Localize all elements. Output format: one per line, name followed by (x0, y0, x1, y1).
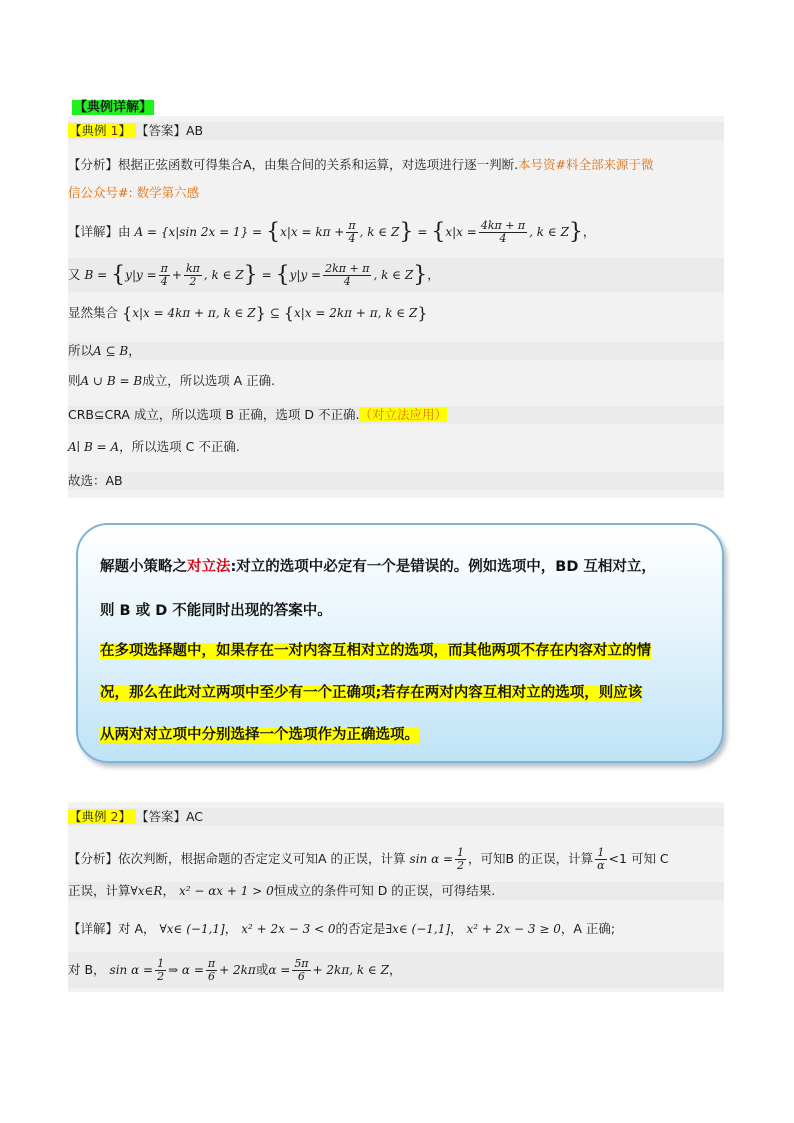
frac-num: 4kπ + π (480, 219, 526, 232)
frac-1-alpha (595, 847, 606, 872)
ex1-detail-lead: 由 (118, 224, 131, 239)
frac-den: 6 (297, 970, 305, 983)
frac-den: 2 (157, 970, 165, 983)
or-word: 或 (255, 962, 269, 977)
ex1-label-num: 1 (110, 123, 119, 138)
ex1-answer-row (68, 122, 724, 140)
frac-num: 1 (457, 846, 465, 859)
set-a-form-2: x|x = (445, 225, 477, 239)
ex2-analysis-row-1 (68, 842, 724, 876)
ex2-detail-b: 的否定是 (335, 921, 386, 936)
plus-2kpi: + 2kπ (219, 963, 256, 977)
frac-kpi-2 (184, 263, 202, 288)
a-intersect-b: A∣ B = A (68, 440, 120, 454)
frac-num: π (160, 262, 168, 275)
frac-5pi-6 (292, 958, 310, 983)
plus-2kpi-k: + 2kπ, k ∈ Z (312, 963, 389, 977)
ex2-analysis2-a: 正误，计算 (68, 883, 131, 898)
ex2-analysis-tag: 【分析】 (68, 851, 119, 866)
callout-tip-2: 况，那么在此对立两项中至少有一个正确项;若存在两对内容互相对立的选项，则应该 (100, 685, 643, 701)
callout-keyword: 对立法 (187, 559, 231, 575)
ex2-answer-tag: 【答案】 (135, 809, 186, 824)
ex1-detail-line-4: 所以A ⊆ B， (68, 342, 724, 360)
line7-tail: ，所以选项 C 不正确. (119, 439, 240, 454)
strategy-callout (76, 523, 724, 763)
ex2-analysis-c: <1 可知 C (608, 851, 669, 866)
frac-num: 1 (595, 847, 606, 860)
equals-sign: = (261, 268, 272, 282)
frac-pi-4 (159, 263, 170, 288)
ex1-watermark-2: 信公众号#: 数学第六感 (68, 185, 200, 200)
example-1-block (68, 116, 724, 498)
set-b-def: B = (84, 268, 108, 282)
ex2-label-suffix: 】 (118, 809, 131, 824)
frac-pi-4 (346, 220, 357, 245)
line5-lead: 则 (68, 373, 81, 388)
frac-den: 4 (343, 275, 351, 288)
ex1-answer-tag: 【答案】 (135, 123, 186, 138)
ex1-detail-line-2: 又 B = {y|y = $\frac{\pi}{4}$ + $\frac{k\pi}{2}$ , k ∈ Z} = {y|y = $\frac{2k\pi + \pi}{4}$ , k ∈ Z}， (68, 258, 724, 292)
ex2-analysis-row-2: 正误，计算∀x∈R， x² − αx + 1 > 0恒成立的条件可知 D 的正误，可得结果. (68, 882, 724, 900)
frac-pi-6 (206, 958, 217, 983)
ex2-answer-row (68, 808, 724, 826)
ex1-detail-line-6 (68, 406, 724, 424)
plus-sign: + (171, 268, 182, 282)
frac-den: 4 (499, 232, 507, 245)
frac-den: 4 (348, 232, 356, 245)
ex1-detail-line-5 (68, 372, 724, 390)
frac-num: 1 (157, 957, 165, 970)
ex2-answer: AC (185, 809, 204, 824)
frac-den: 6 (208, 970, 216, 983)
callout-line-2 (100, 599, 332, 620)
ex1-conclusion: 故选：AB (68, 473, 123, 488)
frac-num: kπ (185, 262, 200, 275)
callout-line-3 (100, 639, 651, 660)
a-subset-b: A ⊆ B (93, 344, 129, 358)
frac-num: 2kπ + π (325, 262, 370, 275)
set-2kpi: x|x = 2kπ + π, k ∈ Z (293, 306, 418, 320)
ex2-label (68, 809, 136, 824)
section-header (72, 96, 154, 115)
line5-tail: 成立，所以选项 A 正确. (142, 373, 276, 388)
frac-den: 4 (160, 275, 168, 288)
line4-lead: 所以 (68, 343, 94, 358)
ex1-label-suffix: 】 (118, 123, 131, 138)
frac-den: 2 (189, 275, 197, 288)
ex2-analysis2-b: 恒成立的条件可知 D 的正误，可得结果. (273, 883, 496, 898)
ex1-watermark-1: 本号资#料全部来源于微 (518, 157, 654, 172)
set-a-form-1: x|x = kπ + (280, 225, 345, 239)
frac-num: π (207, 957, 216, 970)
line3-lead: 显然集合 (68, 305, 119, 320)
section-header-label: 【典例详解】 (74, 100, 153, 115)
frac-den: 2 (457, 859, 465, 872)
frac-den: α (597, 859, 605, 872)
implies-alpha: ⇒ α = (168, 963, 204, 977)
a-union-b: A ∪ B = B (80, 374, 143, 388)
ex1-detail-tag: 【详解】 (68, 224, 119, 239)
callout-rule: :对立的选项中必定有一个是错误的。例如选项中，BD 互相对立， (230, 559, 656, 575)
ex1-analysis-tag: 【分析】 (68, 157, 119, 172)
set-a-def: A = {x|sin 2x = 1} = (134, 225, 263, 239)
frac-2kpi (323, 263, 371, 288)
ex2-last-tail: ， (388, 962, 402, 977)
callout-tip-1: 在多项选择题中，如果存在一对内容互相对立的选项，而其他两项不存在内容对立的情 (100, 643, 651, 659)
example-2-block (68, 802, 724, 992)
set-b-form-1-tail: , k ∈ Z (203, 268, 244, 282)
ex1-detail-line-8 (68, 472, 724, 490)
ex2-detail-row-1: 【详解】对 A， ∀x∈ (−1,1]， x² + 2x − 3 < 0的否定是∃x∈ (−1,1]， x² + 2x − 3 ≥ 0，A 正确; (68, 921, 616, 936)
ex2-analysis-a: 依次判断，根据命题的否定定义可知A 的正误，计算 (118, 851, 406, 866)
alpha-eq: α = (268, 963, 291, 977)
callout-example: 则 B 或 D 不能同时出现的答案中。 (100, 603, 332, 619)
ex2-detail-row-2 (68, 952, 724, 988)
subset-symbol: ⊆ (269, 306, 280, 320)
ex1-label-prefix: 【典例 (69, 123, 111, 138)
set-b-form-2: y|y = (289, 268, 322, 282)
ineq-lt: x² + 2x − 3 < 0 (241, 922, 336, 936)
ex2-label-prefix: 【典例 (69, 809, 111, 824)
sin-alpha-eq: sin α = (109, 963, 154, 977)
ex1-label (68, 123, 136, 138)
frac-num: 5π (294, 957, 309, 970)
ex1-analysis-text: 根据正弦函数可得集合A，由集合间的关系和运算，对选项进行逐一判断. (118, 157, 519, 172)
callout-line-1 (100, 555, 656, 576)
set-a-form-2-tail: , k ∈ Z (529, 225, 569, 239)
ex1-analysis-row-2 (68, 184, 724, 202)
ex2-analysis-b: ，可知B 的正误，计算 (468, 851, 594, 866)
frac-num: π (348, 219, 356, 232)
callout-intro: 解题小策略之 (100, 559, 187, 575)
line6-highlight: （对立法应用） (359, 407, 447, 422)
forall-x-r: ∀x∈R (130, 884, 163, 898)
exists-interval: ∃x∈ (−1,1] (385, 922, 451, 936)
frac-4kpi (479, 220, 527, 245)
ex1-detail-line-1: 【详解】由 A = {x|sin 2x = 1} = {x|x = kπ + $\frac{\pi}{4}$ , k ∈ Z} = {x|x = $\frac{4k\pi + \pi}{4}$ , k ∈ Z}， (68, 219, 596, 245)
callout-line-5 (100, 723, 419, 744)
ex1-analysis-row (68, 156, 724, 174)
ex2-detail-a: 对 A， (118, 921, 156, 936)
ex1-detail-line-7 (68, 438, 724, 456)
ex2-detail-tag: 【详解】 (68, 921, 119, 936)
frac-1-2 (155, 958, 166, 983)
line2-lead: 又 (68, 267, 81, 282)
callout-line-4 (100, 681, 642, 702)
callout-tip-3: 从两对对立项中分别选择一个选项作为正确选项。 (100, 727, 419, 743)
ex2-detail-c: ，A 正确; (560, 921, 616, 936)
set-a-form-1-tail: , k ∈ Z (359, 225, 400, 239)
ex1-answer: AB (185, 123, 204, 138)
set-b-form-2-tail: , k ∈ Z (373, 268, 414, 282)
sin-alpha: sin α = (409, 852, 454, 866)
ex2-label-num: 2 (110, 809, 119, 824)
ex1-detail-line-3: 显然集合 {x|x = 4kπ + π, k ∈ Z} ⊆ {x|x = 2kπ + π, k ∈ Z} (68, 303, 428, 323)
line6-text: CRB⊆CRA 成立，所以选项 B 正确，选项 D 不正确. (68, 407, 360, 422)
ex2-last-a: 对 B， (68, 962, 106, 977)
forall-interval: ∀x∈ (−1,1] (159, 922, 225, 936)
frac-1-2 (455, 847, 466, 872)
set-b-form-1: y|y = (125, 268, 157, 282)
ineq-ge: x² + 2x − 3 ≥ 0 (466, 922, 561, 936)
set-4kpi: x|x = 4kπ + π, k ∈ Z (132, 306, 256, 320)
quadratic-ineq: x² − αx + 1 > 0 (178, 884, 274, 898)
